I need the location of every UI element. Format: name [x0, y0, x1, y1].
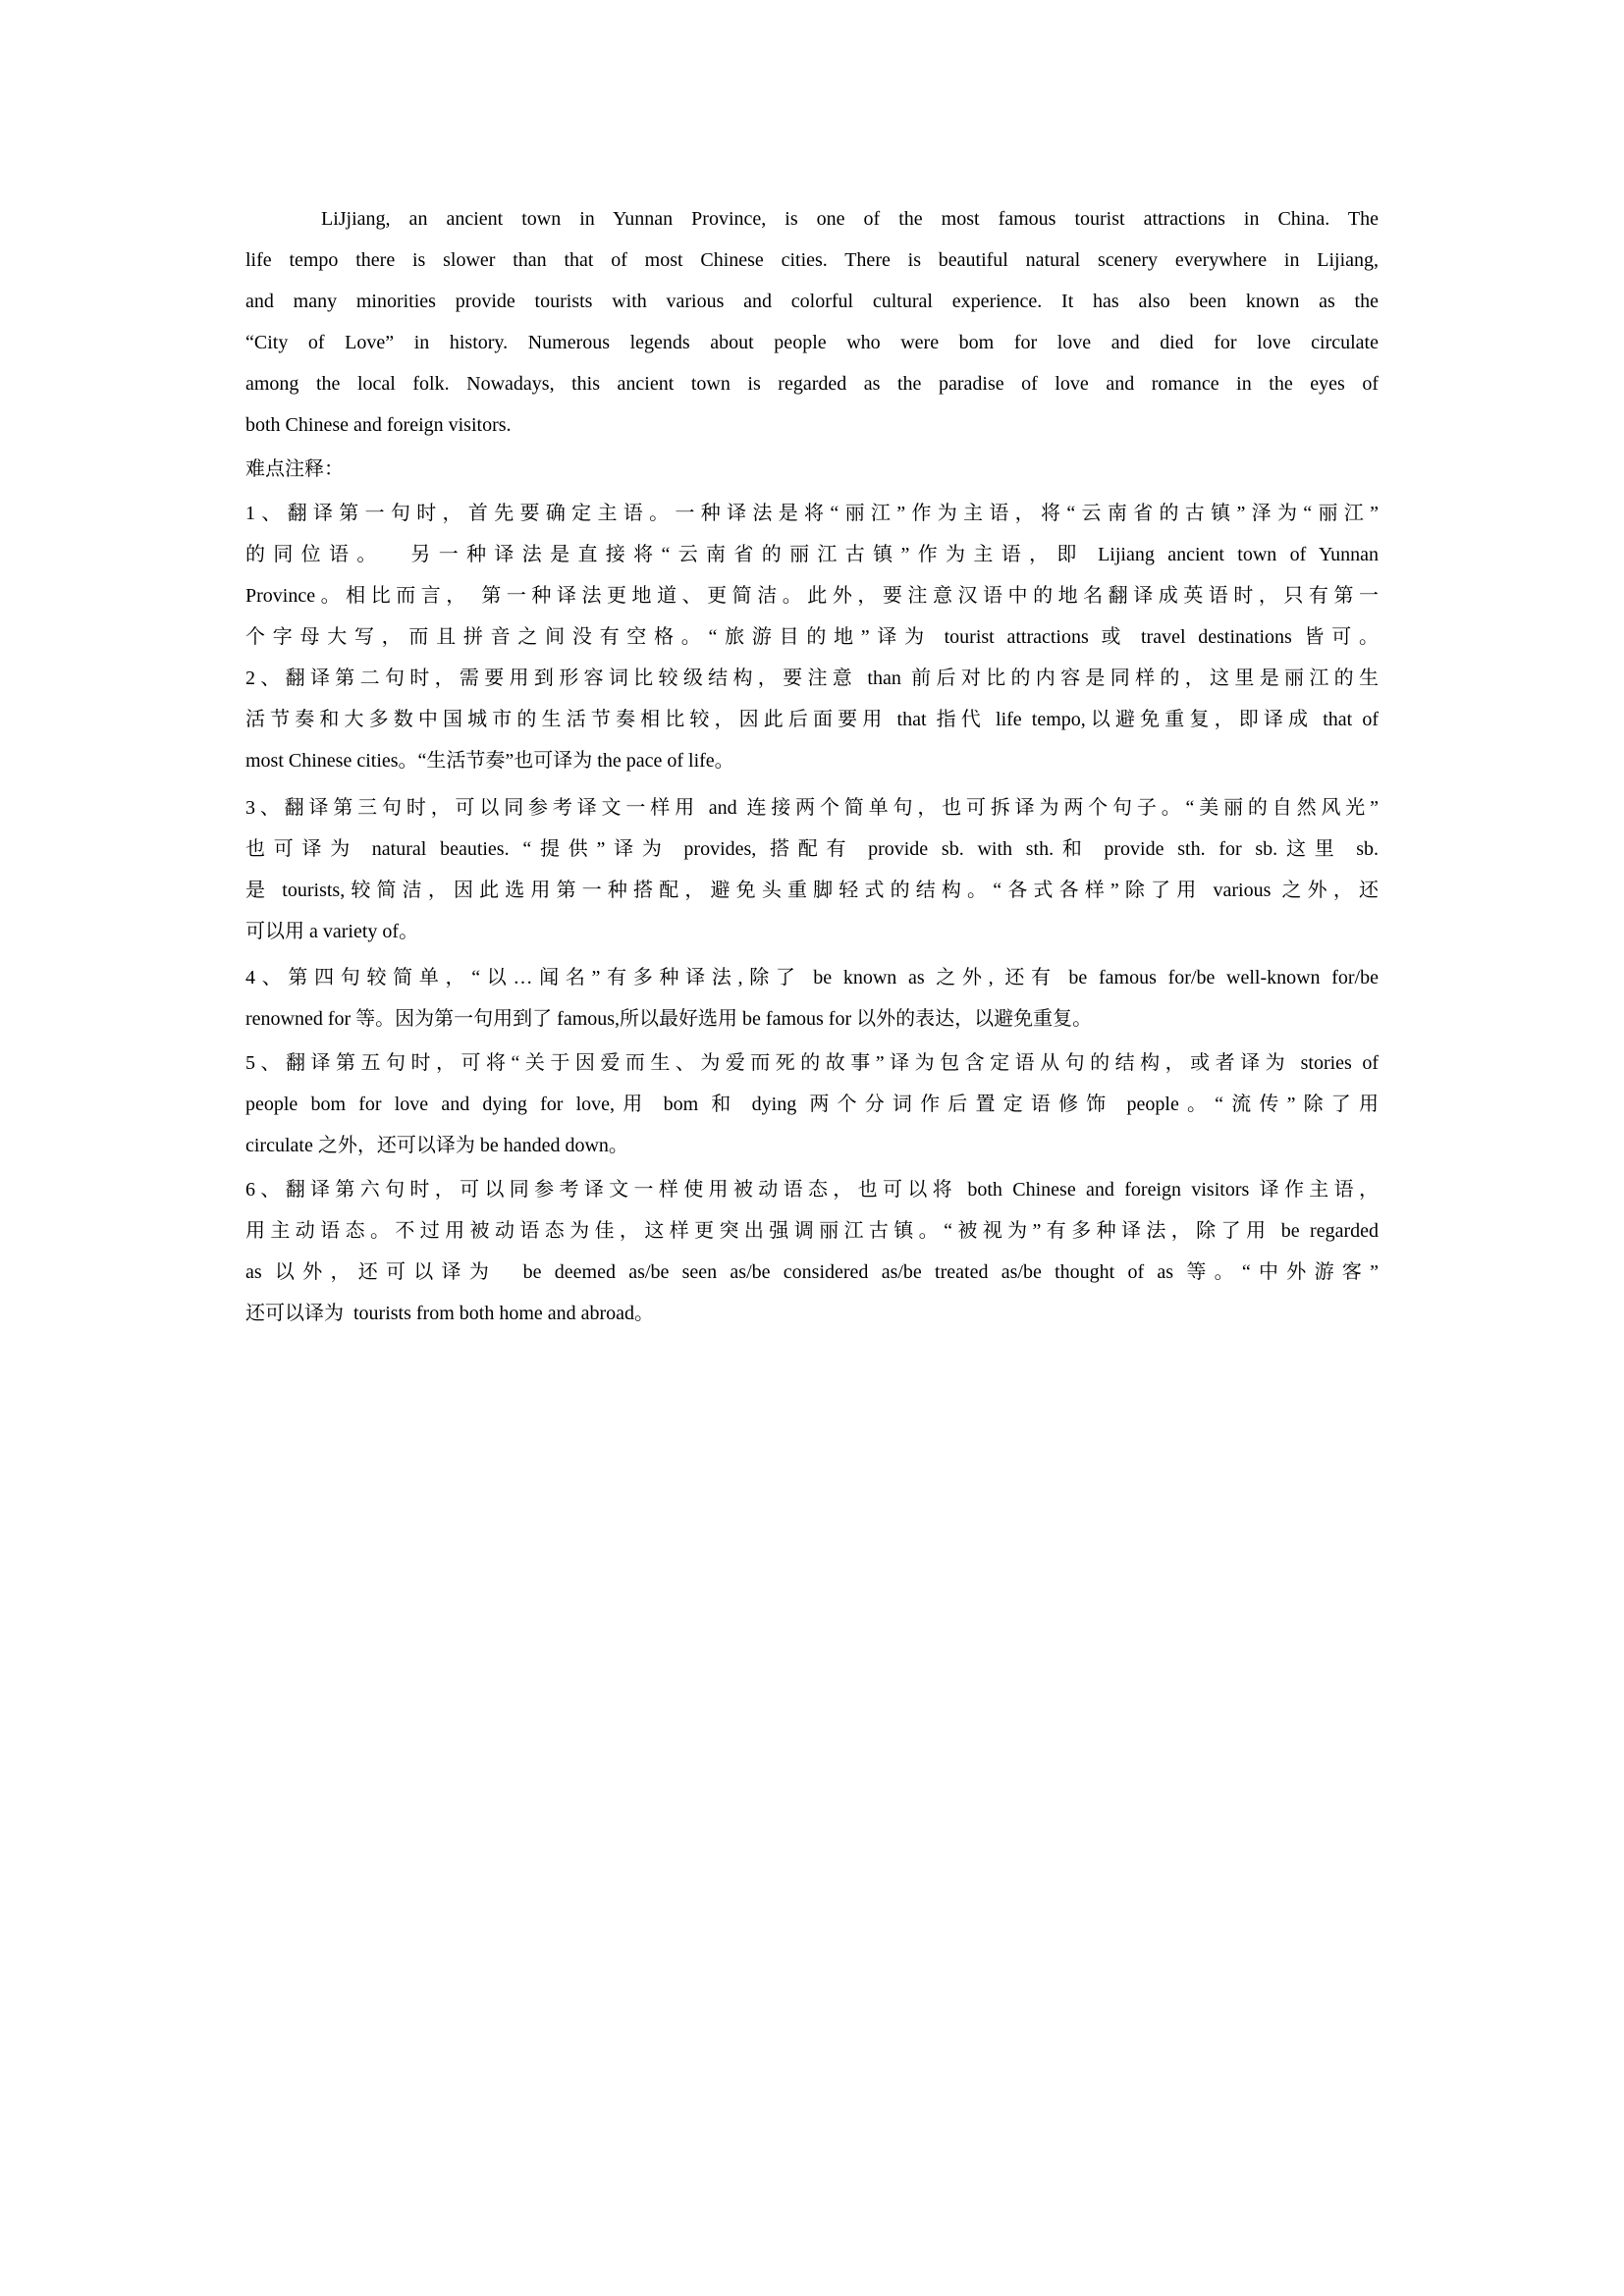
note-2-line-3: most Chinese cities。“生活节奏”也可译为 the pace of life。	[245, 750, 734, 772]
note-4-line-1: 4、第四句较简单，“以…闻名”有多种译法,除了 be known as 之外, 还有 be famous for/be well-known for/be	[245, 967, 1379, 988]
note-2-line-2: 活节奏和大多数中国城市的生活节奏相比较，因此后面要用 that 指代 life tempo,以避免重复，即译成 that of	[245, 709, 1379, 730]
note-3	[245, 787, 1379, 952]
notes-heading-line-1: 难点注释：	[245, 458, 344, 480]
note-6	[245, 1169, 1379, 1334]
note-6-line-2: 用主动语态。不过用被动语态为佳，这样更突出强调丽江古镇。“被视为”有多种译法，除了用 be regarded	[245, 1220, 1379, 1242]
note-1-line-1: 1、翻译第一句时，首先要确定主语。一种译法是将“丽江”作为主语，将“云南省的古镇”泽为“丽江”	[245, 503, 1379, 524]
note-1-line-3: Province。相比而言， 第一种译法更地道、更简洁。此外，要注意汉语中的地名翻译成英语时，只有第一	[245, 585, 1379, 607]
intro-paragraph-line-6: both Chinese and foreign visitors.	[245, 414, 512, 436]
note-4-line-2: renowned for 等。因为第一句用到了 famous,所以最好选用 be famous for 以外的表达，以避免重复。	[245, 1008, 1093, 1030]
intro-paragraph-line-5: among the local folk. Nowadays, this ancient town is regarded as the paradise of love and romance in the eyes of	[245, 373, 1379, 395]
note-3-line-3: 是 tourists,较简洁，因此选用第一种搭配，避免头重脚轻式的结构。“各式各样”除了用 various 之外，还	[245, 880, 1379, 901]
note-1-line-4: 个字母大写，而且拼音之间没有空格。“旅游目的地”译为 tourist attractions 或 travel destinations 皆可。	[245, 626, 1379, 648]
note-5-line-1: 5、翻译第五句时，可将“关于因爱而生、为爱而死的故事”译为包含定语从句的结构，或者译为 stories of	[245, 1052, 1379, 1074]
note-3-line-2: 也可译为 natural beauties. “提供”译为 provides, 搭配有 provide sb. with sth.和 provide sth. for sb.这里 sb.	[245, 838, 1379, 860]
text-block	[245, 198, 1379, 1334]
note-5-line-3: circulate 之外，还可以译为 be handed down。	[245, 1135, 628, 1156]
note-6-line-4: 还可以译为 tourists from both home and abroad。	[245, 1303, 655, 1324]
intro-paragraph	[245, 198, 1379, 446]
note-6-line-3: as 以外，还可以译为 be deemed as/be seen as/be considered as/be treated as/be thought of as 等。“中外游客”	[245, 1261, 1379, 1283]
intro-paragraph-line-1: LiJjiang, an ancient town in Yunnan Province, is one of the most famous tourist attractions in China. The	[321, 208, 1379, 230]
note-5	[245, 1042, 1379, 1166]
note-1-line-2: 的同位语。 另一种译法是直接将“云南省的丽江古镇”作为主语，即 Lijiang ancient town of Yunnan	[245, 544, 1379, 565]
intro-paragraph-line-4: “City of Love” in history. Numerous legends about people who were bom for love and died for love circulate	[245, 332, 1379, 353]
note-5-line-2: people bom for love and dying for love,用 bom 和 dying 两个分词作后置定语修饰 people。“流传”除了用	[245, 1094, 1379, 1115]
note-3-line-4: 可以用 a variety of。	[245, 921, 419, 942]
note-1	[245, 493, 1379, 658]
note-2	[245, 658, 1379, 781]
note-2-line-1: 2、翻译第二句时，需要用到形容词比较级结构，要注意 than 前后对比的内容是同样的，这里是丽江的生	[245, 667, 1379, 689]
note-6-line-1: 6、翻译第六句时，可以同参考译文一样使用被动语态，也可以将 both Chinese and foreign visitors 译作主语，	[245, 1179, 1379, 1201]
intro-paragraph-line-2: life tempo there is slower than that of most Chinese cities. There is beautiful natural scenery everywhere in Lijiang,	[245, 249, 1379, 271]
note-3-line-1: 3、翻译第三句时，可以同参考译文一样用 and 连接两个简单句，也可拆译为两个句子。“美丽的自然风光”	[245, 797, 1379, 819]
intro-paragraph-line-3: and many minorities provide tourists with various and colorful cultural experience. It has also been known as the	[245, 291, 1379, 312]
notes-heading	[245, 449, 1379, 490]
note-4	[245, 957, 1379, 1040]
